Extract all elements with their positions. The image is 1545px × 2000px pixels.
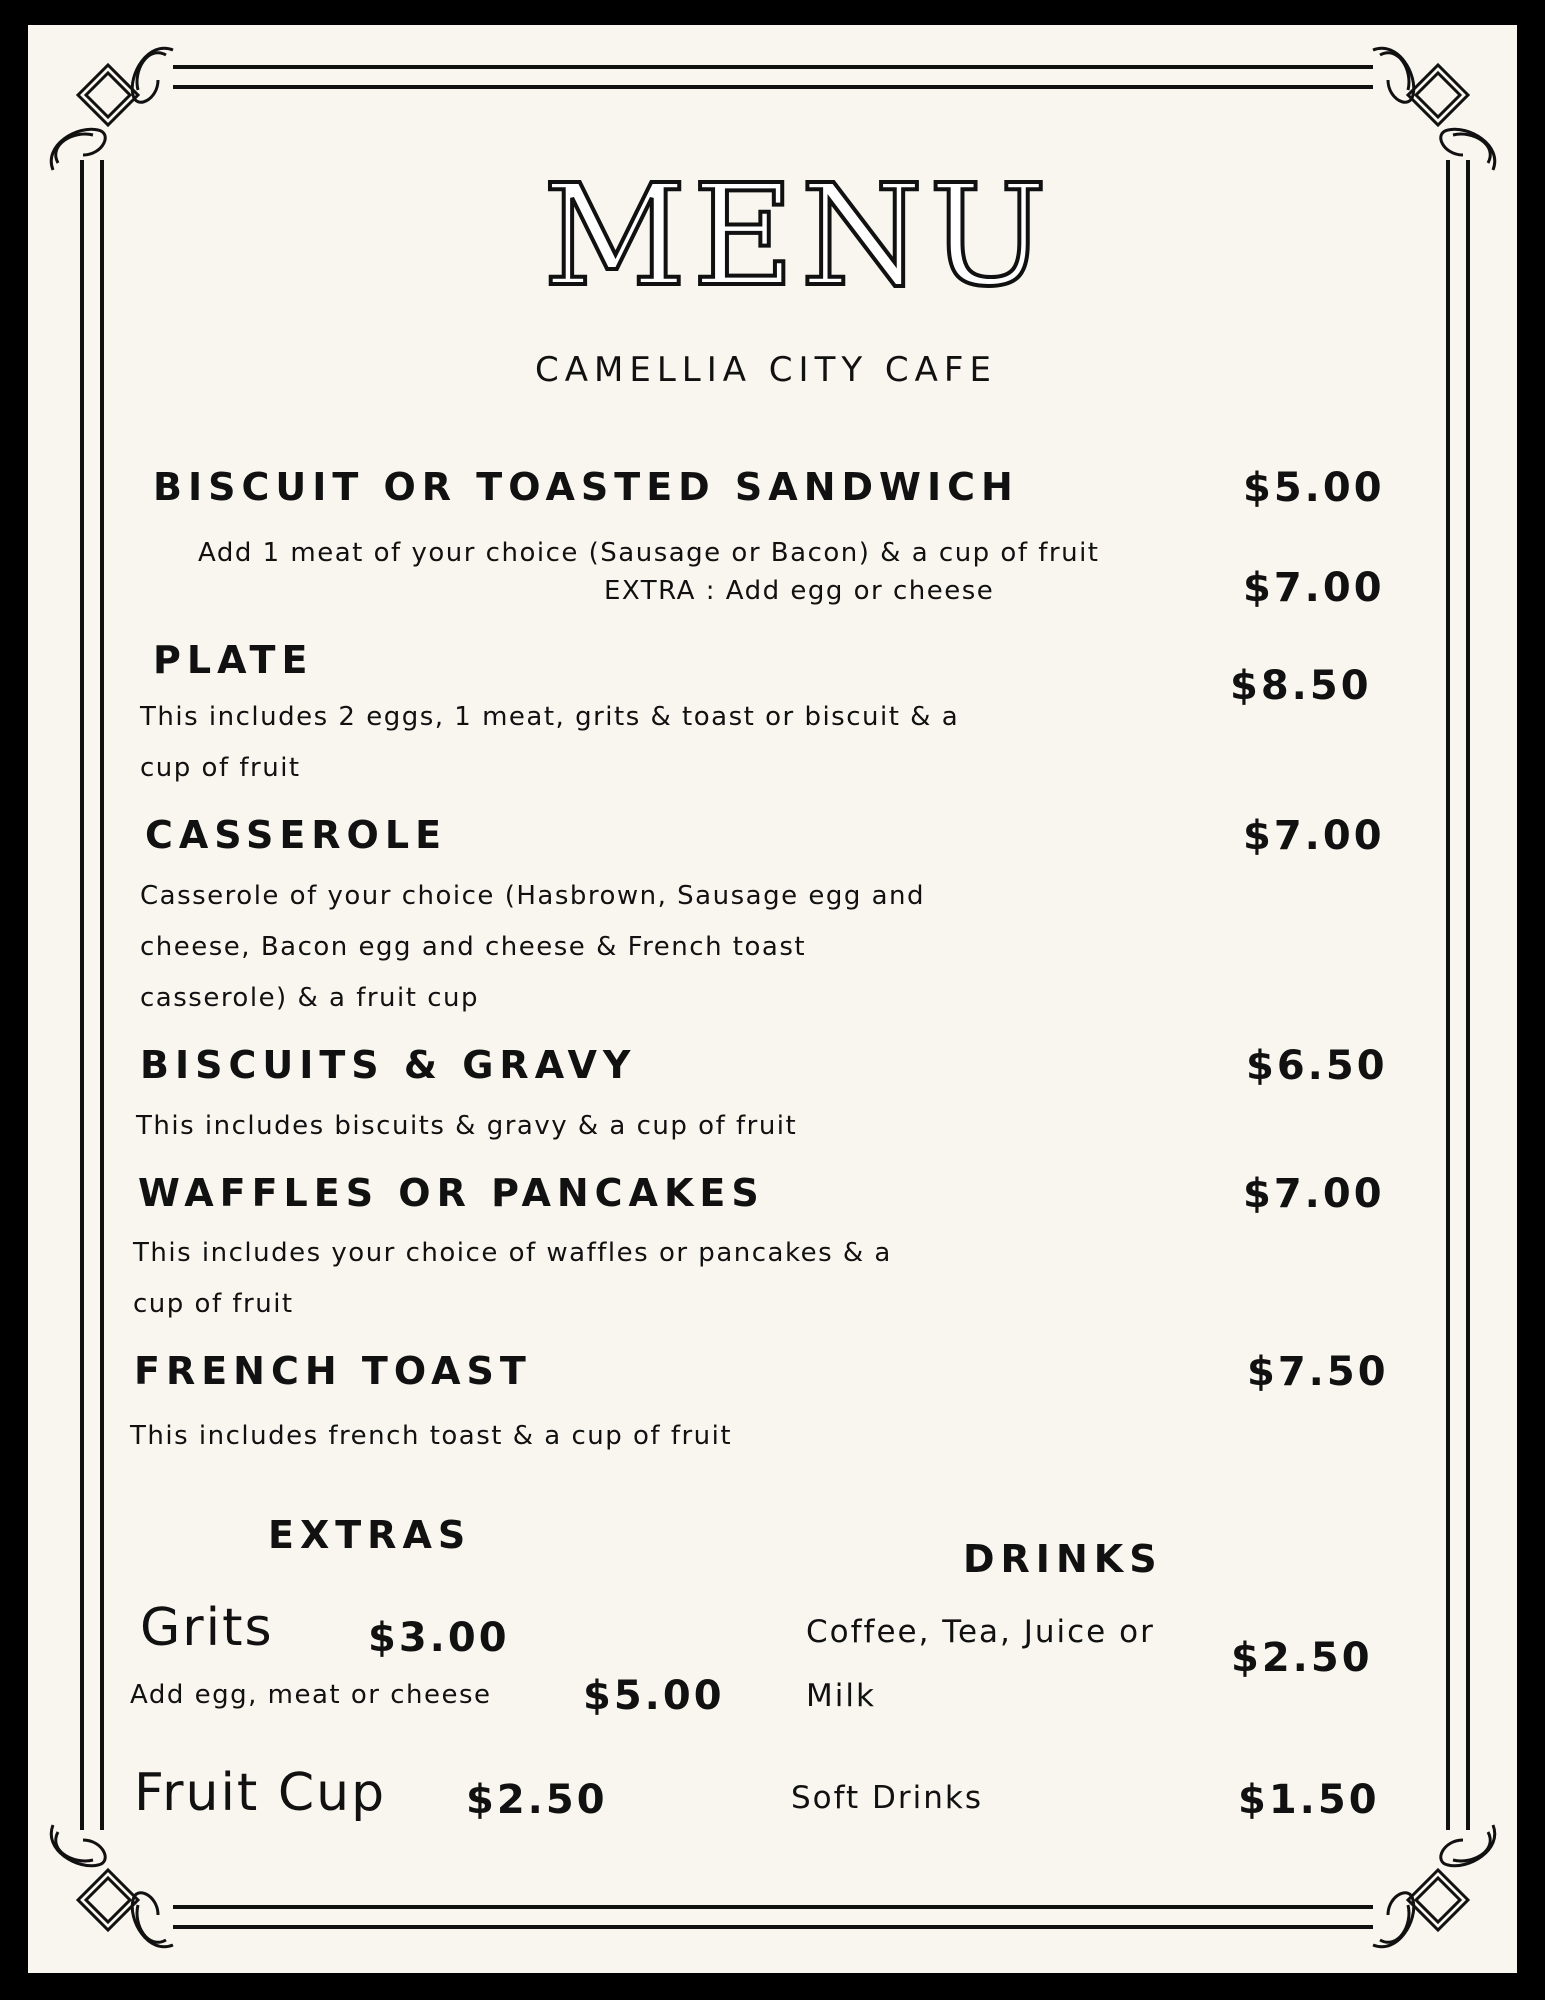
item-description: Add 1 meat of your choice (Sausage or Bacon) & a cup of fruit	[198, 538, 1100, 568]
item-extra-price: $7.00	[1243, 565, 1385, 611]
extras-addon-price: $5.00	[583, 1673, 725, 1719]
menu-page	[28, 25, 1517, 1973]
item-name: WAFFLES OR PANCAKES	[138, 1171, 765, 1215]
drinks-hot-line2: Milk	[806, 1678, 876, 1714]
extras-addon: Add egg, meat or cheese	[130, 1680, 492, 1710]
extras-heading: EXTRAS	[268, 1513, 472, 1557]
bottom-border-outer	[173, 1925, 1373, 1929]
extras-fruit-price: $2.50	[466, 1777, 608, 1823]
item-price: $5.00	[1243, 465, 1385, 511]
drinks-soft: Soft Drinks	[791, 1780, 984, 1816]
extras-grits: Grits	[140, 1598, 274, 1658]
item-description: This includes biscuits & gravy & a cup of fruit	[136, 1111, 798, 1141]
top-border-inner	[173, 85, 1373, 89]
item-name: BISCUITS & GRAVY	[140, 1043, 637, 1087]
item-description: cup of fruit	[133, 1289, 294, 1319]
drinks-hot-price: $2.50	[1231, 1635, 1373, 1681]
item-name: FRENCH TOAST	[134, 1349, 532, 1393]
corner-ornament-icon	[38, 1820, 178, 1960]
item-description: Casserole of your choice (Hasbrown, Sausage egg and	[140, 881, 926, 911]
item-extra: EXTRA : Add egg or cheese	[604, 576, 995, 606]
right-border-outer	[1466, 160, 1470, 1830]
cafe-name: CAMELLIA CITY CAFE	[535, 350, 997, 390]
top-border-outer	[173, 65, 1373, 69]
left-border-inner	[100, 160, 104, 1830]
item-name: BISCUIT OR TOASTED SANDWICH	[153, 465, 1019, 509]
corner-ornament-icon	[1368, 35, 1508, 175]
drinks-soft-price: $1.50	[1238, 1777, 1380, 1823]
item-price: $7.00	[1243, 1171, 1385, 1217]
item-price: $7.00	[1243, 813, 1385, 859]
drinks-hot-line1: Coffee, Tea, Juice or	[806, 1614, 1155, 1650]
item-description: cheese, Bacon egg and cheese & French toast	[140, 932, 807, 962]
item-description: casserole) & a fruit cup	[140, 983, 479, 1013]
drinks-heading: DRINKS	[963, 1537, 1163, 1581]
extras-grits-price: $3.00	[368, 1615, 510, 1661]
corner-ornament-icon	[38, 35, 178, 175]
left-border-outer	[80, 160, 84, 1830]
corner-ornament-icon	[1368, 1820, 1508, 1960]
extras-fruit-cup: Fruit Cup	[134, 1763, 387, 1823]
item-description: This includes 2 eggs, 1 meat, grits & toast or biscuit & a	[140, 702, 960, 732]
item-description: cup of fruit	[140, 753, 301, 783]
menu-title: MENU	[543, 155, 1054, 318]
item-description: This includes your choice of waffles or pancakes & a	[133, 1238, 892, 1268]
item-name: PLATE	[153, 638, 314, 682]
item-description: This includes french toast & a cup of fruit	[130, 1421, 733, 1451]
right-border-inner	[1446, 160, 1450, 1830]
item-price: $7.50	[1247, 1349, 1389, 1395]
item-price: $6.50	[1246, 1043, 1388, 1089]
bottom-border-inner	[173, 1905, 1373, 1909]
item-price: $8.50	[1230, 663, 1372, 709]
item-name: CASSEROLE	[145, 813, 448, 857]
